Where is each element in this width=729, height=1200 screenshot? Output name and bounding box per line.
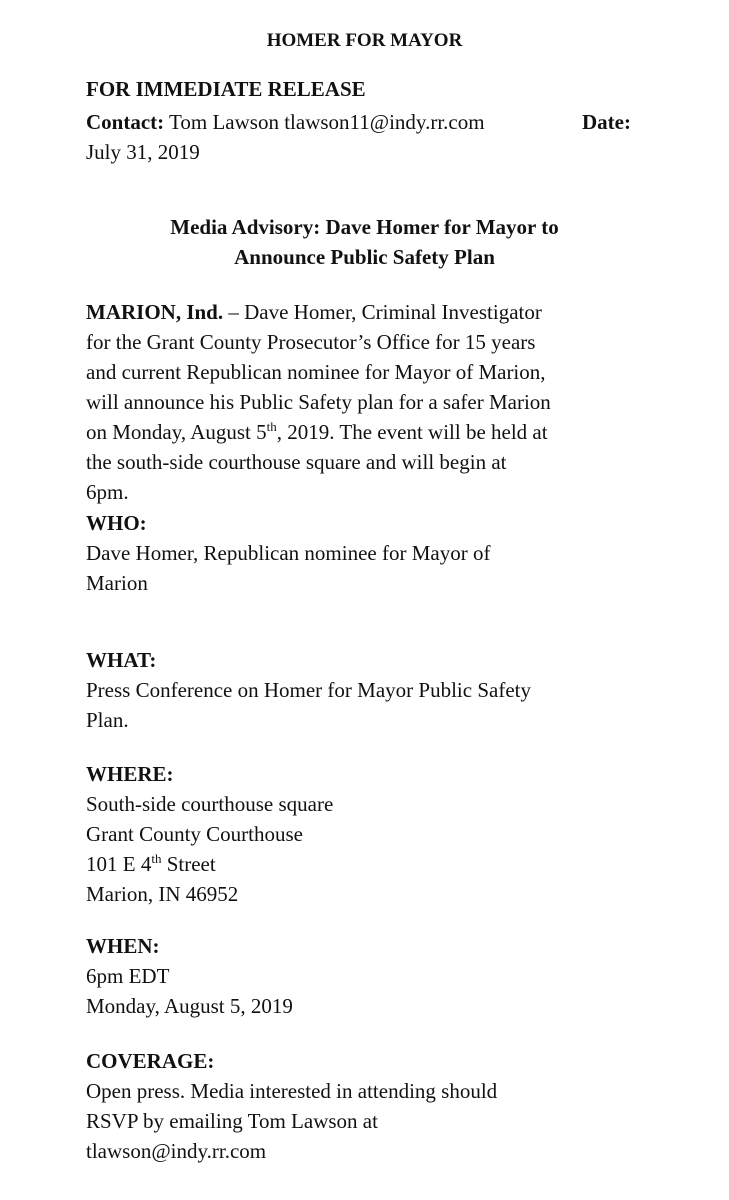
body-line: 6pm.: [86, 480, 129, 504]
body-paragraph: [86, 297, 666, 507]
body-line: will announce his Public Safety plan for a safer Marion: [86, 390, 551, 414]
where-text: South-side courthouse square: [86, 792, 334, 816]
when-text: Monday, August 5, 2019: [86, 994, 293, 1018]
body-line: for the Grant County Prosecutor’s Office for 15 years: [86, 330, 536, 354]
who-text: Marion: [86, 571, 148, 595]
coverage-heading: COVERAGE:: [86, 1049, 215, 1073]
advisory-title: [0, 212, 729, 272]
where-text: [86, 849, 666, 879]
where-text: Marion, IN 46952: [86, 882, 239, 906]
contact-block: [86, 107, 646, 167]
when-heading: WHEN:: [86, 934, 160, 958]
body-line: [86, 297, 666, 327]
address-text: Street: [161, 852, 216, 876]
where-heading: WHERE:: [86, 762, 174, 786]
address-text: 101 E 4: [86, 852, 152, 876]
who-section: [86, 508, 666, 598]
who-text: Dave Homer, Republican nominee for Mayor of: [86, 541, 491, 565]
body-line: and current Republican nominee for Mayor of Marion,: [86, 360, 546, 384]
when-section: [86, 931, 666, 1021]
coverage-text: RSVP by emailing Tom Lawson at: [86, 1109, 378, 1133]
release-label: FOR IMMEDIATE RELEASE: [86, 77, 366, 101]
where-text: Grant County Courthouse: [86, 822, 303, 846]
ordinal-suffix: th: [151, 851, 162, 866]
body-text: , 2019. The event will be held at: [276, 420, 548, 444]
when-text: 6pm EDT: [86, 964, 170, 988]
document-header: HOMER FOR MAYOR: [266, 30, 463, 51]
contact-label: Contact:: [86, 110, 165, 134]
where-section: [86, 759, 666, 909]
coverage-email: tlawson@indy.rr.com: [86, 1139, 267, 1163]
advisory-title-line: Announce Public Safety Plan: [234, 245, 495, 269]
what-text: Plan.: [86, 708, 129, 732]
what-section: [86, 645, 666, 735]
what-text: Press Conference on Homer for Mayor Public Safety: [86, 678, 531, 702]
contact-line: [86, 107, 646, 137]
ordinal-suffix: th: [266, 419, 277, 434]
advisory-title-line: Media Advisory: Dave Homer for Mayor to: [170, 215, 559, 239]
body-line: [86, 417, 666, 447]
coverage-text: Open press. Media interested in attending should: [86, 1079, 498, 1103]
coverage-section: [86, 1046, 666, 1166]
contact-value: Tom Lawson tlawson11@indy.rr.com: [169, 110, 485, 134]
what-heading: WHAT:: [86, 648, 157, 672]
date-label: Date:: [582, 110, 631, 134]
date-value: July 31, 2019: [86, 140, 200, 164]
who-heading: WHO:: [86, 511, 147, 535]
body-text: – Dave Homer, Criminal Investigator: [223, 300, 542, 324]
dateline: MARION, Ind.: [86, 300, 224, 324]
body-text: on Monday, August 5: [86, 420, 267, 444]
body-line: the south-side courthouse square and will begin at: [86, 450, 507, 474]
